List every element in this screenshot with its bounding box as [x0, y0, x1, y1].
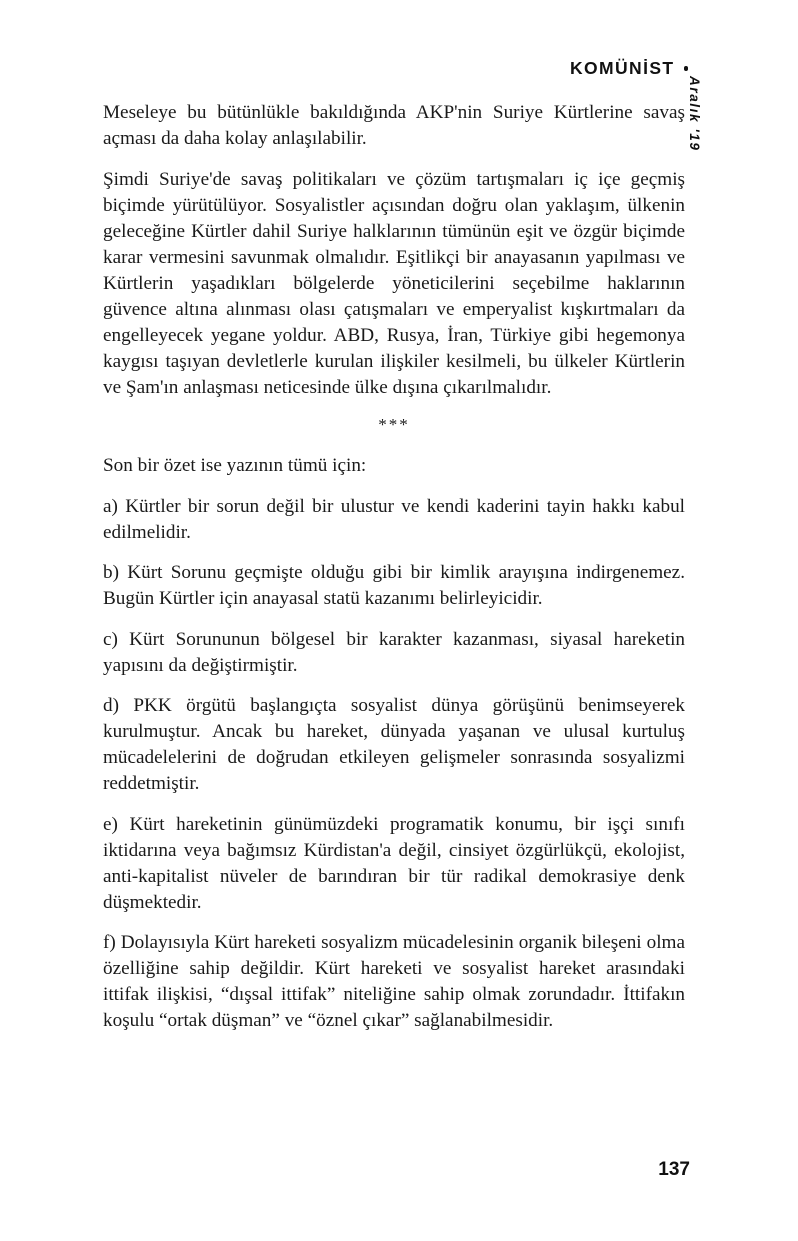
paragraph: Şimdi Suriye'de savaş politikaları ve çözüm tartışmaları iç içe geçmiş biçimde yürütülüyor. Sosyalistler açısından doğru olan yaklaşım, ülkenin geleceğine Kürtler dahil Suriye halklarının tümünün eşit ve özgür biçimde karar vermesini savunmak olmalıdır. Eşitlikçi bir anayasanın yapılması ve Kürtlerin yaşadıkları bölgelerde yöneticilerini seçebilme haklarının güvence altına alınması olası çatışmaları ve emperyalist kışkırtmaları da engelleyecek yegane yoldur. ABD, Rusya, İran, Türkiye gibi hegemonya kaygısı taşıyan devletlerle kurulan ilişkiler kesilmeli, bu ülkeler Kürtlerin ve Şam'ın anlaşması neticesinde ülke dışına çıkarılmalıdır. — [103, 168, 685, 398]
article-body — [103, 100, 685, 1034]
journal-title: KOMÜNİST — [569, 58, 675, 78]
dot-icon — [684, 66, 689, 71]
summary-intro: Son bir özet ise yazının tümü için: — [103, 455, 367, 477]
journal-masthead — [570, 58, 688, 79]
list-item: f) Dolayısıyla Kürt hareketi sosyalizm mücadelesinin organik bileşeni olma özelliğine sahip değildir. Kürt hareketi ve sosyalist hareket arasındaki ittifak ilişkisi, “dışsal ittifak” niteliğine sahip olmak zorundadır. İttifakın koşulu “ortak düşman” ve “öznel çıkar” sağlanabilmesidir. — [103, 932, 685, 1032]
list-item: e) Kürt hareketinin günümüzdeki programatik konumu, bir işçi sınıfı iktidarına veya bağımsız Kürdistan'a değil, cinsiyet özgürlükçü, ekolojist, anti-kapitalist nüveler de barındıran bir tür radikal demokrasiye denk düşmektedir. — [103, 813, 685, 913]
section-divider: *** — [378, 415, 410, 435]
list-item: a) Kürtler bir sorun değil bir ulustur ve kendi kaderini tayin hakkı kabul edilmelidir. — [103, 495, 685, 543]
page-number: 137 — [658, 1159, 690, 1180]
list-item: d) PKK örgütü başlangıçta sosyalist dünya görüşünü benimseyerek kurulmuştur. Ancak bu hareket, dünyada yaşanan ve ulusal kurtuluş mücadelelerini de doğrudan etkileyen gelişmeler sonrasında sosyalizmi reddetmiştir. — [103, 695, 685, 795]
issue-date: Aralık '19 — [687, 76, 702, 152]
list-item: b) Kürt Sorunu geçmişte olduğu gibi bir kimlik arayışına indirgenemez. Bugün Kürtler için anayasal statü kazanımı belirleyicidir. — [103, 562, 685, 610]
paragraph: Meseleye bu bütünlükle bakıldığında AKP'nin Suriye Kürtlerine savaş açması da daha kolay anlaşılabilir. — [103, 102, 685, 150]
list-item: c) Kürt Sorununun bölgesel bir karakter kazanması, siyasal hareketin yapısını da değiştirmiştir. — [103, 628, 685, 676]
